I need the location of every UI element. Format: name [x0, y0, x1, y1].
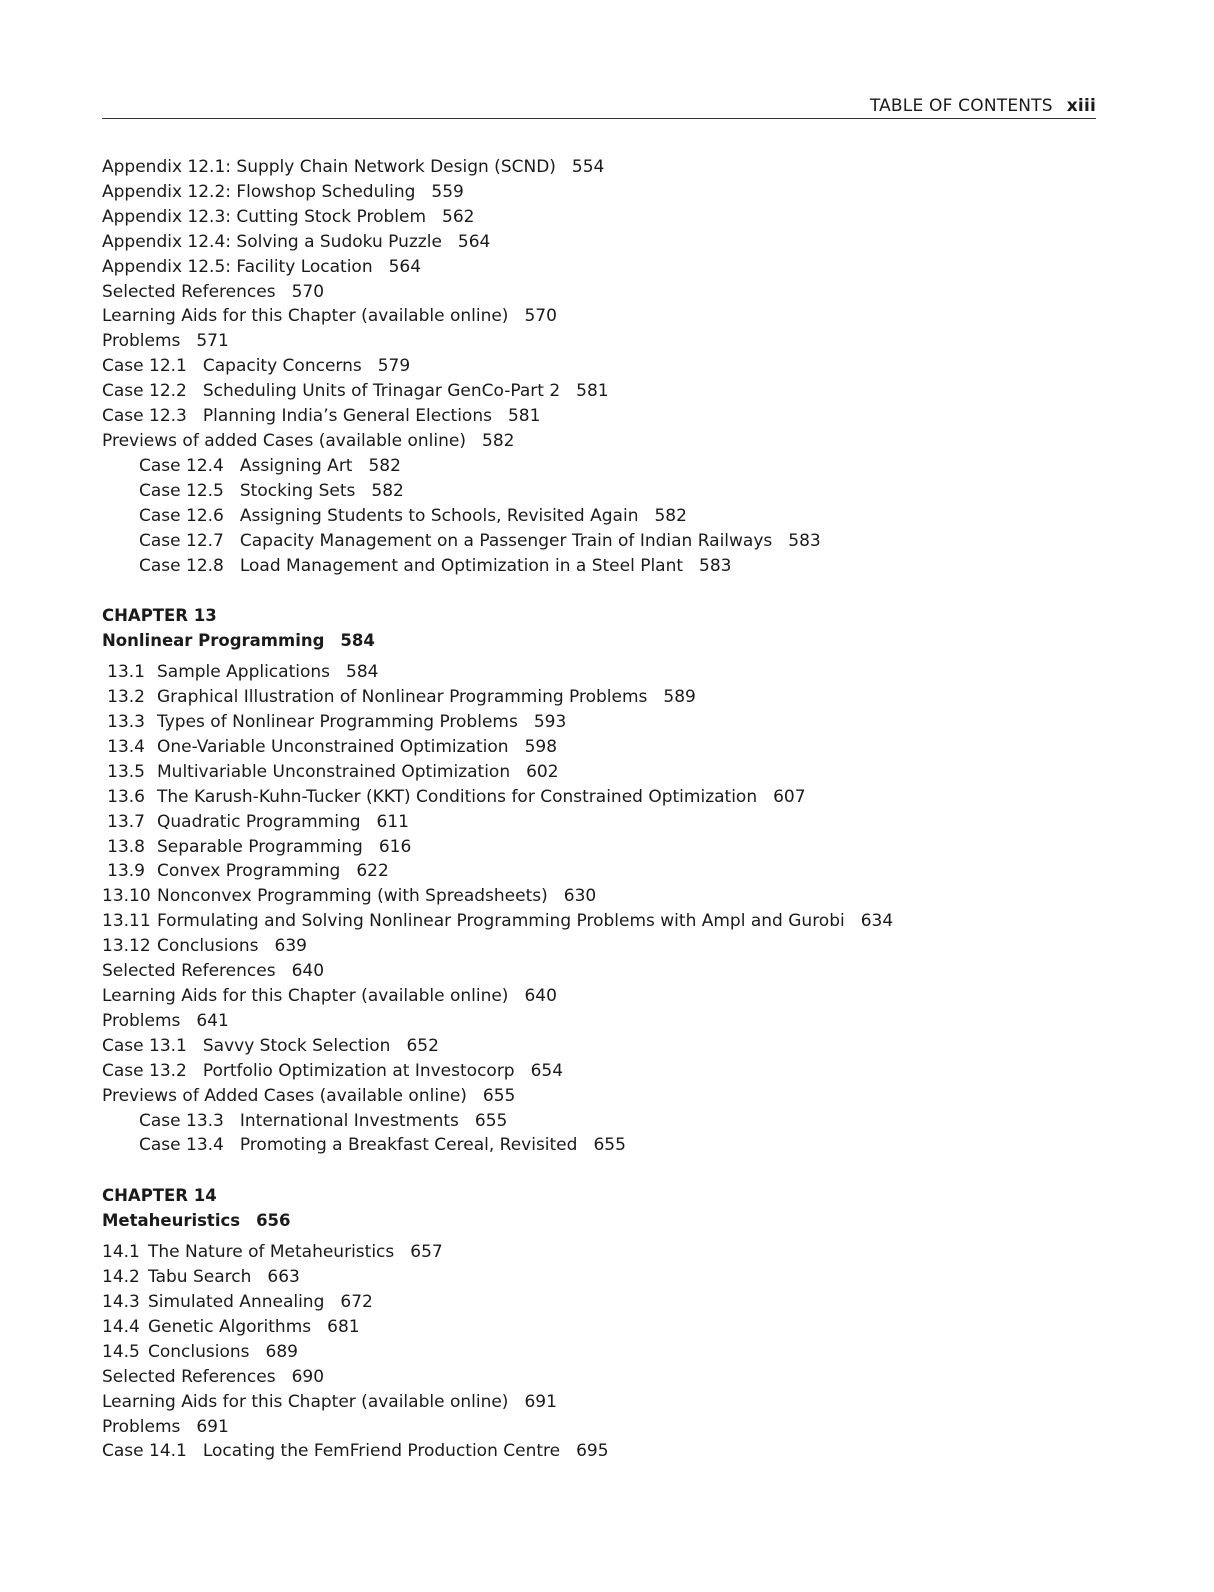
section-number: 14.5 [102, 1341, 140, 1362]
chapter-14-title-line [102, 1209, 1102, 1234]
chapter-13-extras [102, 959, 1102, 1158]
entry-page: 559 [431, 181, 464, 202]
entry-title: Load Management and Optimization in a Steel Plant [239, 555, 684, 576]
entry-title: Selected References [102, 281, 276, 302]
toc-entry [102, 379, 1102, 404]
toc-entry [102, 429, 1102, 454]
section-title: The Karush-Kuhn-Tucker (KKT) Conditions for Constrained Optimization [157, 786, 758, 807]
entry-page: 570 [291, 281, 325, 302]
entry-title: Savvy Stock Selection [202, 1035, 391, 1056]
entry-page: 640 [291, 961, 325, 982]
section-number: 14.3 [102, 1291, 140, 1312]
chapter-13-page: 584 [340, 631, 375, 651]
entry-title: Appendix 12.4: Solving a Sudoku Puzzle [102, 231, 442, 252]
section-number: 13.7 [107, 811, 145, 832]
toc-section [102, 909, 1102, 934]
entry-page: 554 [571, 157, 605, 177]
section-page: 663 [267, 1267, 300, 1288]
toc-section [102, 1315, 1102, 1340]
section-page: 630 [563, 886, 597, 907]
section-title: Conclusions [157, 936, 259, 957]
case-number: Case 13.3 [139, 1110, 224, 1131]
chapter-14-label: CHAPTER 14 [102, 1186, 217, 1206]
toc-section [102, 835, 1102, 860]
entry-title: Previews of added Cases (available online) [102, 430, 466, 451]
entry-title: Learning Aids for this Chapter (available online) [102, 1391, 509, 1412]
chapter-14 [102, 1184, 1102, 1464]
section-title: Convex Programming [157, 861, 341, 882]
entry-title: Problems [102, 1010, 181, 1031]
entry-page: 641 [196, 1010, 229, 1031]
section-number: 13.3 [107, 712, 145, 733]
entry-title: Locating the FemFriend Production Centre [202, 1441, 561, 1462]
toc-section [102, 685, 1102, 710]
toc-section [102, 660, 1102, 685]
entry-page: 562 [442, 206, 475, 227]
entry-title: Learning Aids for this Chapter (available online) [102, 306, 509, 327]
entry-title: Problems [102, 331, 181, 352]
section-title: One-Variable Unconstrained Optimization [157, 736, 509, 757]
entry-title: Planning India’s General Elections [202, 406, 492, 427]
entry-page: 582 [368, 455, 401, 476]
section-page: 602 [526, 761, 559, 782]
section-title: The Nature of Metaheuristics [148, 1242, 395, 1263]
section-title: Formulating and Solving Nonlinear Programming Problems with Ampl and Gurobi [157, 911, 845, 932]
section-number: 14.4 [102, 1316, 140, 1337]
section-title: Tabu Search [148, 1267, 252, 1288]
section-page: 611 [376, 811, 409, 832]
section-title: Simulated Annealing [148, 1291, 325, 1312]
entry-page: 652 [406, 1035, 439, 1056]
running-header-page-number: xiii [1066, 96, 1096, 116]
case-number: Case 13.2 [102, 1060, 187, 1081]
entry-page: 655 [593, 1135, 626, 1156]
entry-title: Stocking Sets [239, 480, 356, 501]
toc-entry [102, 155, 1102, 180]
toc-entry [102, 1059, 1102, 1084]
case-number: Case 12.3 [102, 406, 187, 427]
entry-title: Assigning Art [239, 455, 353, 476]
section-page: 681 [327, 1316, 360, 1337]
chapter-13 [102, 604, 1102, 1158]
toc-entry [102, 230, 1102, 255]
toc-entry [102, 959, 1102, 984]
toc-entry [102, 329, 1102, 354]
case-number: Case 13.4 [139, 1135, 224, 1156]
entry-title: Portfolio Optimization at Investocorp [202, 1060, 515, 1081]
entry-page: 570 [524, 306, 557, 327]
entry-page: 564 [457, 231, 491, 252]
section-number: 13.10 [102, 886, 151, 907]
toc-entry [102, 529, 1102, 554]
section-title: Quadratic Programming [157, 811, 361, 832]
chapter-13-title-line [102, 629, 1102, 654]
chapter-13-label: CHAPTER 13 [102, 606, 217, 626]
section-title: Sample Applications [157, 662, 330, 683]
section-page: 598 [524, 736, 558, 757]
entry-title: Problems [102, 1416, 181, 1437]
toc-section [102, 1265, 1102, 1290]
section-number: 13.12 [102, 936, 151, 957]
toc-entry [102, 454, 1102, 479]
chapter-14-title: Metaheuristics [102, 1211, 241, 1231]
toc-section [102, 1340, 1102, 1365]
entry-title: Assigning Students to Schools, Revisited Again [239, 505, 639, 526]
section-page: 639 [274, 936, 307, 957]
toc-entry [102, 984, 1102, 1009]
section-page: 589 [663, 687, 696, 708]
section-page: 593 [533, 712, 567, 733]
toc-section [102, 760, 1102, 785]
section-page: 616 [378, 836, 412, 857]
section-page: 657 [410, 1242, 443, 1263]
entry-page: 571 [196, 331, 229, 352]
entry-page: 582 [371, 480, 404, 501]
chapter-12-continued-list [102, 155, 1102, 578]
toc-entry [102, 1439, 1102, 1464]
entry-title: Scheduling Units of Trinagar GenCo-Part 2 [202, 381, 561, 402]
toc-entry [102, 280, 1102, 305]
entry-title: Learning Aids for this Chapter (available online) [102, 986, 509, 1006]
chapter-14-extras [102, 1365, 1102, 1465]
toc-section [102, 1290, 1102, 1315]
section-number: 13.4 [107, 736, 145, 757]
case-number: Case 12.5 [139, 480, 224, 501]
entry-page: 582 [482, 430, 515, 451]
entry-page: 581 [507, 406, 541, 427]
section-number: 14.1 [102, 1242, 140, 1263]
section-number: 13.11 [102, 911, 151, 932]
toc-section [102, 785, 1102, 810]
entry-page: 582 [654, 505, 687, 526]
section-number: 13.1 [107, 662, 145, 683]
toc-section [102, 934, 1102, 959]
entry-title: Selected References [102, 961, 276, 982]
case-number: Case 12.7 [139, 530, 224, 551]
entry-page: 691 [196, 1416, 229, 1437]
toc-entry [102, 1034, 1102, 1059]
entry-title: Appendix 12.5: Facility Location [102, 256, 373, 277]
case-number: Case 13.1 [102, 1035, 187, 1056]
toc-section [102, 810, 1102, 835]
toc-section [102, 735, 1102, 760]
section-title: Nonconvex Programming (with Spreadsheets) [157, 886, 548, 907]
entry-title: Appendix 12.2: Flowshop Scheduling [102, 181, 416, 202]
section-title: Graphical Illustration of Nonlinear Programming Problems [157, 687, 648, 708]
section-page: 689 [265, 1341, 298, 1362]
toc-entry [102, 255, 1102, 280]
entry-page: 695 [576, 1441, 609, 1462]
section-number: 13.2 [107, 687, 145, 708]
toc-entry [102, 205, 1102, 230]
section-title: Multivariable Unconstrained Optimization [157, 761, 511, 782]
section-number: 13.5 [107, 761, 145, 782]
chapter-14-page: 656 [256, 1211, 291, 1231]
running-header [102, 96, 1096, 119]
section-title: Separable Programming [157, 836, 363, 857]
toc-entry [102, 1365, 1102, 1390]
entry-title: Appendix 12.1: Supply Chain Network Design (SCND) [102, 157, 556, 177]
section-page: 584 [346, 662, 379, 683]
entry-page: 654 [530, 1060, 564, 1081]
entry-title: Capacity Concerns [202, 356, 362, 377]
entry-title: Appendix 12.3: Cutting Stock Problem [102, 206, 427, 227]
case-number: Case 12.6 [139, 505, 224, 526]
entry-page: 655 [474, 1110, 508, 1131]
section-page: 672 [340, 1291, 373, 1312]
case-number: Case 12.8 [139, 555, 224, 576]
toc-section [102, 710, 1102, 735]
entry-title: Capacity Management on a Passenger Train of Indian Railways [239, 530, 773, 551]
section-page: 607 [773, 786, 806, 807]
toc-entry [102, 1109, 1102, 1134]
entry-page: 564 [388, 256, 422, 277]
section-title: Conclusions [148, 1341, 250, 1362]
entry-page: 655 [482, 1085, 516, 1106]
section-page: 622 [356, 861, 389, 882]
toc-entry [102, 504, 1102, 529]
case-number: Case 14.1 [102, 1441, 187, 1462]
toc-entry [102, 1084, 1102, 1109]
section-number: 14.2 [102, 1267, 140, 1288]
chapter-13-sections [102, 660, 1102, 959]
running-header-title: TABLE OF CONTENTS [869, 96, 1053, 116]
entry-page: 583 [699, 555, 732, 576]
toc-section [102, 1240, 1102, 1265]
entry-page: 640 [524, 986, 557, 1006]
table-of-contents [102, 155, 1102, 1464]
toc-entry [102, 404, 1102, 429]
section-title: Types of Nonlinear Programming Problems [157, 712, 518, 733]
toc-section [102, 859, 1102, 884]
entry-page: 583 [788, 530, 821, 551]
case-number: Case 12.4 [139, 455, 224, 476]
section-page: 634 [860, 911, 894, 932]
chapter-14-sections [102, 1240, 1102, 1365]
section-number: 13.9 [107, 861, 145, 882]
toc-entry [102, 554, 1102, 579]
section-number: 13.6 [107, 786, 145, 807]
toc-entry [102, 479, 1102, 504]
case-number: Case 12.2 [102, 381, 187, 402]
section-title: Genetic Algorithms [148, 1316, 312, 1337]
entry-title: Promoting a Breakfast Cereal, Revisited [239, 1135, 578, 1156]
running-header-text [870, 96, 1096, 116]
entry-title: Selected References [102, 1366, 276, 1387]
entry-title: Previews of Added Cases (available online) [102, 1085, 467, 1106]
case-number: Case 12.1 [102, 356, 187, 377]
toc-entry [102, 354, 1102, 379]
toc-entry [102, 1415, 1102, 1440]
toc-entry [102, 180, 1102, 205]
entry-page: 581 [576, 381, 609, 402]
chapter-13-title: Nonlinear Programming [102, 631, 325, 651]
toc-section [102, 884, 1102, 909]
toc-entry [102, 1390, 1102, 1415]
entry-page: 691 [524, 1391, 557, 1412]
section-number: 13.8 [107, 836, 145, 857]
toc-entry [102, 1009, 1102, 1034]
entry-title: International Investments [239, 1110, 459, 1131]
entry-page: 579 [377, 356, 411, 377]
entry-page: 690 [291, 1366, 325, 1387]
toc-entry [102, 304, 1102, 329]
toc-entry [102, 1133, 1102, 1158]
